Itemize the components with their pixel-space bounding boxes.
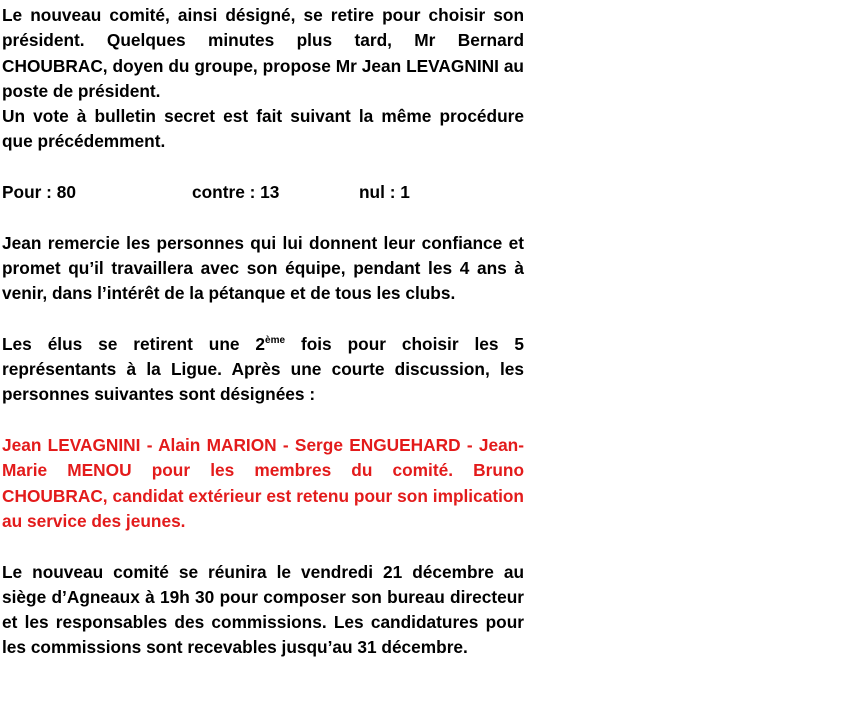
paragraph-designated-members: Jean LEVAGNINI - Alain MARION - Serge ENGUEHARD - Jean-Marie MENOU pour les membres du comité. Bruno CHOUBRAC, candidat extérieur est retenu pour son implication au service des jeunes.	[2, 435, 524, 531]
document-body	[2, 3, 524, 661]
paragraph-league-representatives	[2, 332, 524, 408]
vote-results	[2, 180, 524, 205]
vote-contre: contre : 13	[192, 182, 280, 203]
paragraph-committee-withdraws: Le nouveau comité, ainsi désigné, se retire pour choisir son président. Quelques minutes plus tard, Mr Bernard CHOUBRAC, doyen du groupe, propose Mr Jean LEVAGNINI au poste de président.	[2, 5, 524, 101]
paragraph-next-meeting: Le nouveau comité se réunira le vendredi 21 décembre au siège d’Agneaux à 19h 30 pour composer son bureau directeur et les responsables des commissions. Les candidatures pour les commissions sont recevables jusqu’au 31 décembre.	[2, 561, 524, 658]
ordinal-superscript: ème	[265, 334, 286, 346]
league-text-end: fois pour choisir les 5 représentants à la Ligue. Après une courte discussion, les personnes suivantes sont désignées :	[2, 333, 524, 405]
vote-nul: nul : 1	[359, 182, 410, 203]
league-text-start: Les élus se retirent une 2	[2, 333, 266, 354]
vote-pour: Pour : 80	[2, 182, 76, 203]
paragraph-president-thanks: Jean remercie les personnes qui lui donnent leur confiance et promet qu’il travaillera avec son équipe, pendant les 4 ans à venir, dans l’intérêt de la pétanque et de tous les clubs.	[2, 232, 524, 304]
paragraph-secret-vote: Un vote à bulletin secret est fait suivant la même procédure que précédemment.	[2, 106, 524, 152]
election-intro	[2, 3, 524, 155]
